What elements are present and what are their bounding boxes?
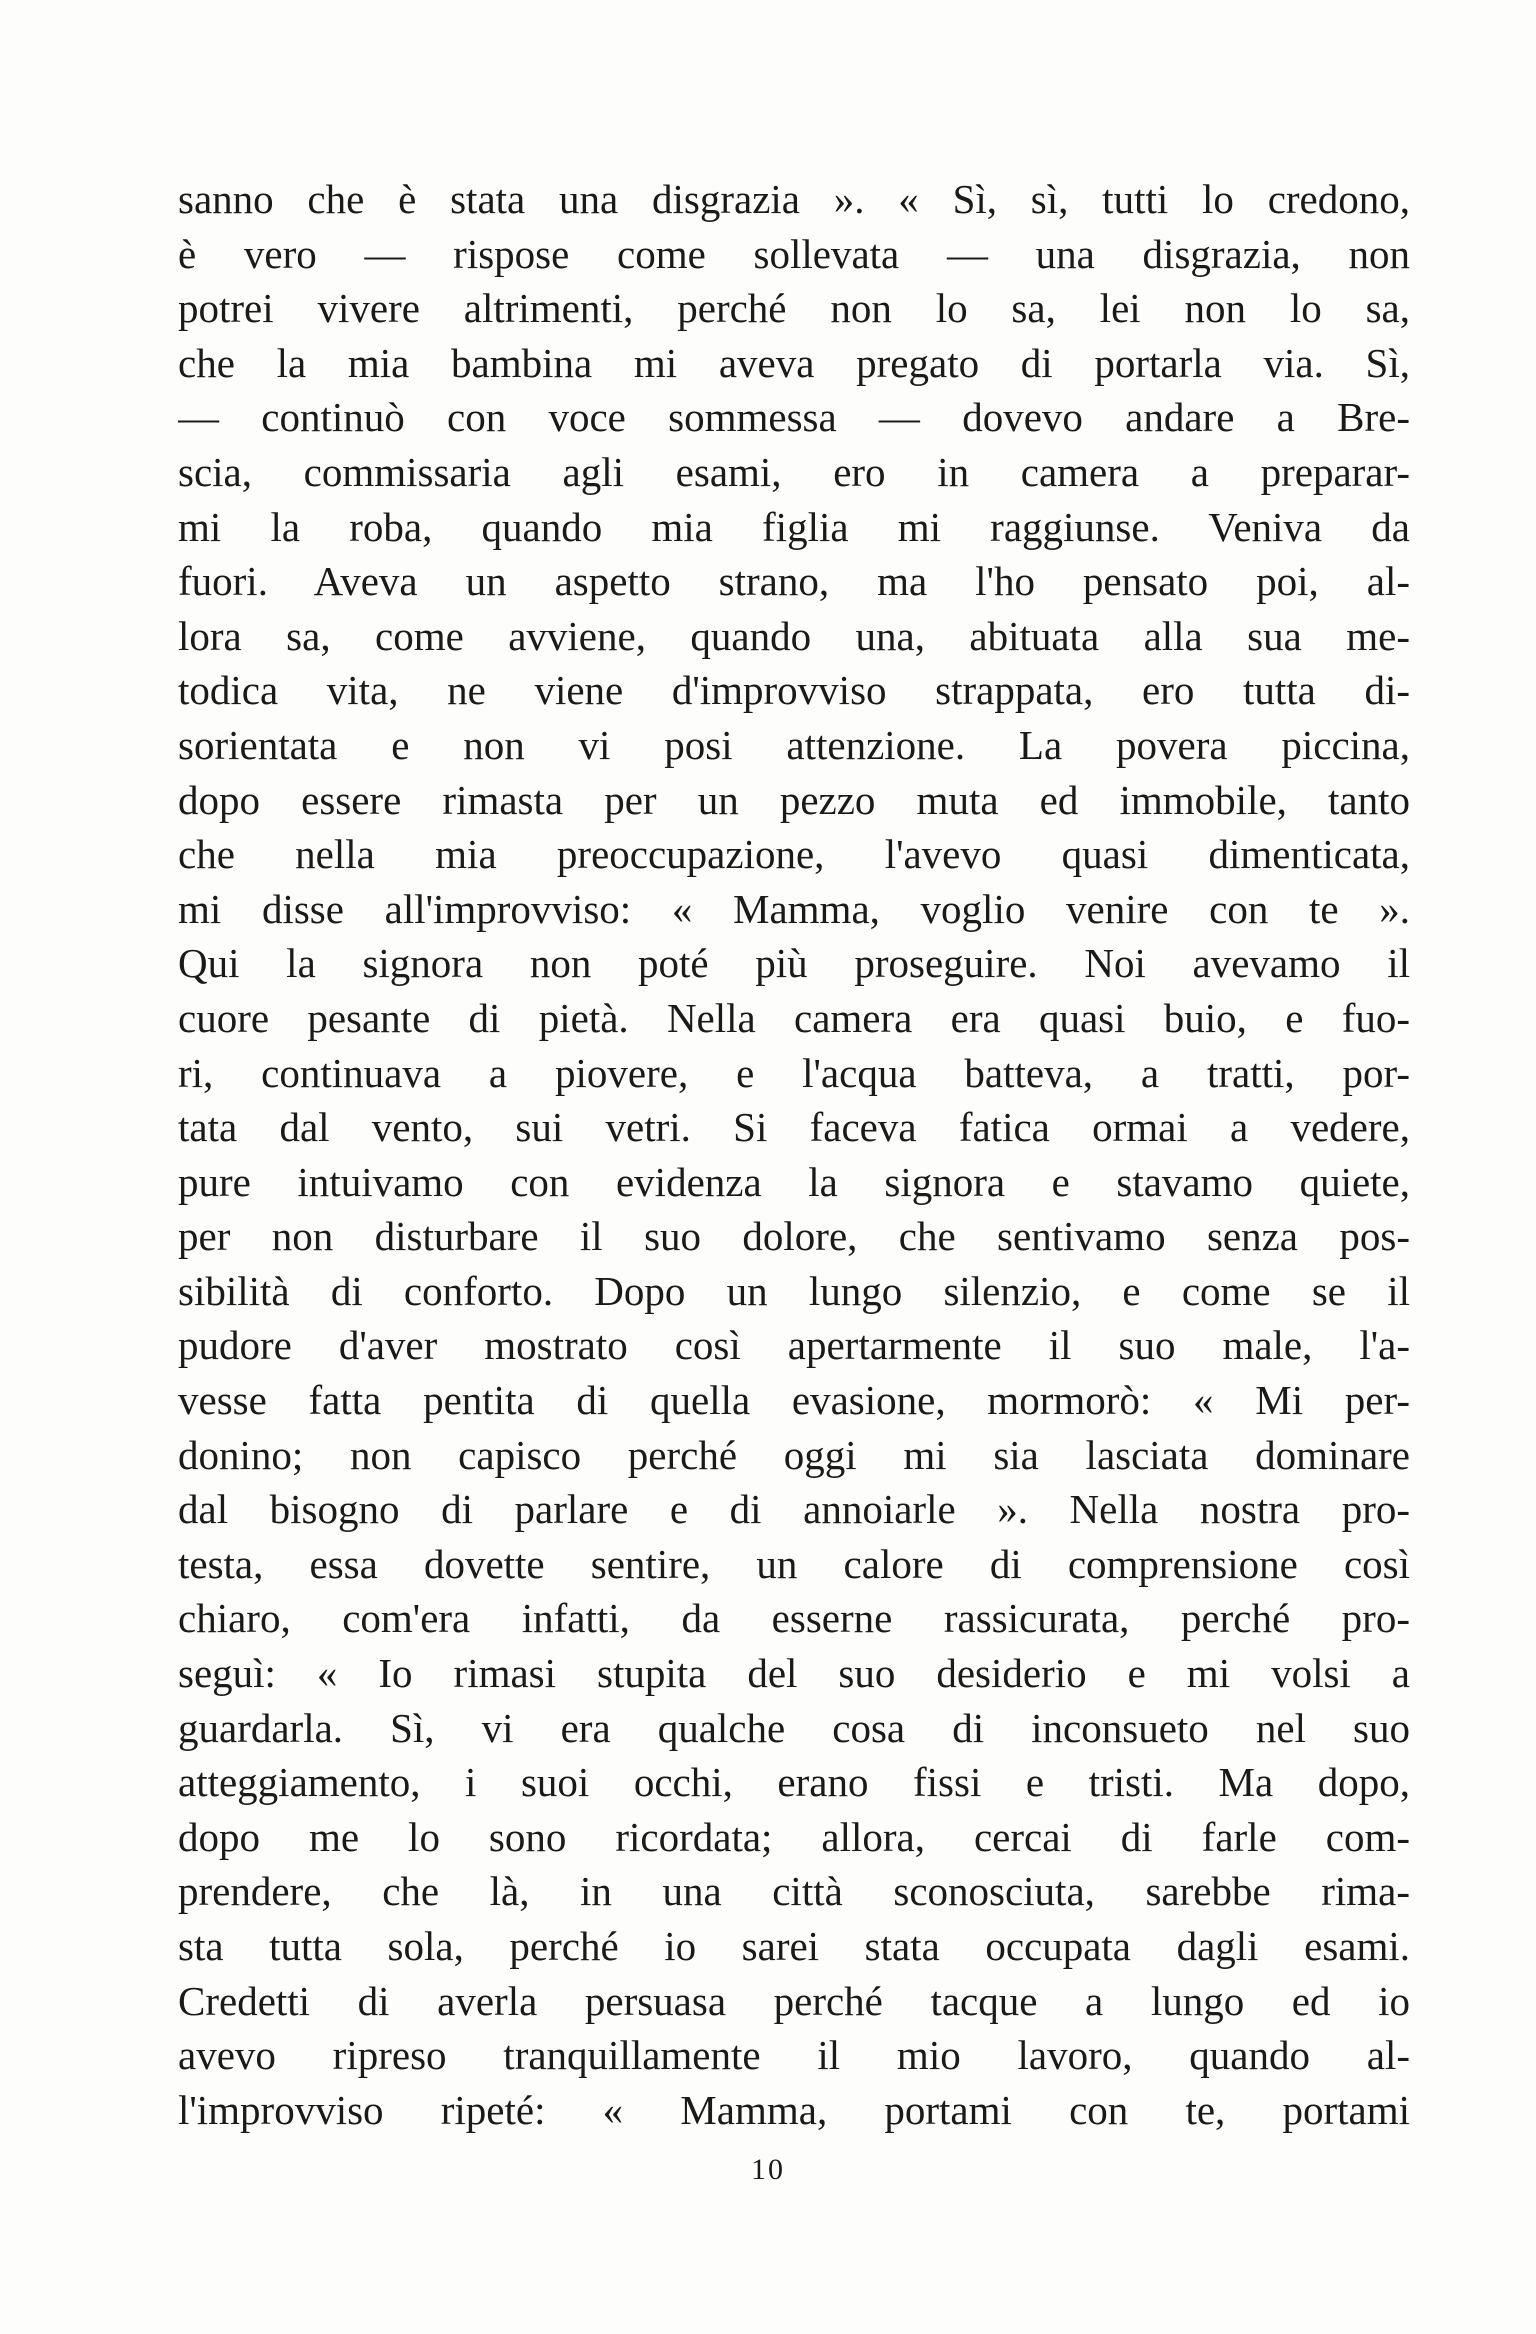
text-line: testa, essa dovette sentire, un calore di comprensione così <box>178 1540 1410 1587</box>
text-line: prendere, che là, in una città sconosciuta, sarebbe rima- <box>178 1868 1410 1915</box>
text-line: tata dal vento, sui vetri. Si faceva fatica ormai a vedere, <box>178 1104 1410 1151</box>
text-line: dopo me lo sono ricordata; allora, cercai di farle com- <box>178 1813 1410 1860</box>
text-line: todica vita, ne viene d'improvviso strappata, ero tutta di- <box>178 667 1410 714</box>
text-line: fuori. Aveva un aspetto strano, ma l'ho pensato poi, al- <box>178 558 1410 605</box>
text-line: potrei vivere altrimenti, perché non lo sa, lei non lo sa, <box>178 285 1410 332</box>
text-line: sanno che è stata una disgrazia ». « Sì, sì, tutti lo credono, <box>178 176 1410 222</box>
text-line: cuore pesante di pietà. Nella camera era quasi buio, e fuo- <box>178 994 1410 1041</box>
text-line: Qui la signora non poté più proseguire. Noi avevamo il <box>178 940 1410 987</box>
page-number: 10 <box>751 2153 785 2186</box>
text-line: avevo ripreso tranquillamente il mio lavoro, quando al- <box>178 2032 1410 2079</box>
text-line: atteggiamento, i suoi occhi, erano fissi e tristi. Ma dopo, <box>178 1759 1410 1806</box>
body-text <box>178 172 1410 2137</box>
text-line: dal bisogno di parlare e di annoiarle ». Nella nostra pro- <box>178 1486 1410 1533</box>
text-line: che la mia bambina mi aveva pregato di portarla via. Sì, <box>178 339 1410 386</box>
text-line: Credetti di averla persuasa perché tacque a lungo ed io <box>178 1977 1410 2024</box>
text-line: dopo essere rimasta per un pezzo muta ed immobile, tanto <box>178 776 1410 823</box>
text-line: mi disse all'improvviso: « Mamma, voglio venire con te ». <box>178 885 1410 932</box>
text-line: donino; non capisco perché oggi mi sia lasciata dominare <box>178 1431 1410 1478</box>
text-line: sta tutta sola, perché io sarei stata occupata dagli esami. <box>178 1923 1410 1969</box>
text-line: lora sa, come avviene, quando una, abituata alla sua me- <box>178 612 1410 659</box>
text-line: che nella mia preoccupazione, l'avevo quasi dimenticata, <box>178 831 1410 878</box>
text-line: ri, continuava a piovere, e l'acqua batteva, a tratti, por- <box>178 1049 1410 1096</box>
text-line: è vero — rispose come sollevata — una disgrazia, non <box>178 230 1410 277</box>
text-line: mi la roba, quando mia figlia mi raggiunse. Veniva da <box>178 503 1410 550</box>
text-line: guardarla. Sì, vi era qualche cosa di inconsueto nel suo <box>178 1704 1410 1751</box>
text-line: pure intuivamo con evidenza la signora e stavamo quiete, <box>178 1158 1410 1205</box>
text-line: seguì: « Io rimasi stupita del suo desiderio e mi volsi a <box>178 1650 1410 1697</box>
text-line: l'improvviso ripeté: « Mamma, portami con te, portami <box>178 2086 1410 2133</box>
text-line: scia, commissaria agli esami, ero in camera a preparar- <box>178 448 1410 495</box>
text-line: chiaro, com'era infatti, da esserne rassicurata, perché pro- <box>178 1595 1410 1642</box>
text-line: sorientata e non vi posi attenzione. La povera piccina, <box>178 721 1410 768</box>
text-line: — continuò con voce sommessa — dovevo andare a Bre- <box>178 394 1410 441</box>
text-line: per non disturbare il suo dolore, che sentivamo senza pos- <box>178 1213 1410 1260</box>
text-line: sibilità di conforto. Dopo un lungo silenzio, e come se il <box>178 1267 1410 1314</box>
text-line: pudore d'aver mostrato così apertarmente il suo male, l'a- <box>178 1322 1410 1369</box>
text-line: vesse fatta pentita di quella evasione, mormorò: « Mi per- <box>178 1377 1410 1424</box>
